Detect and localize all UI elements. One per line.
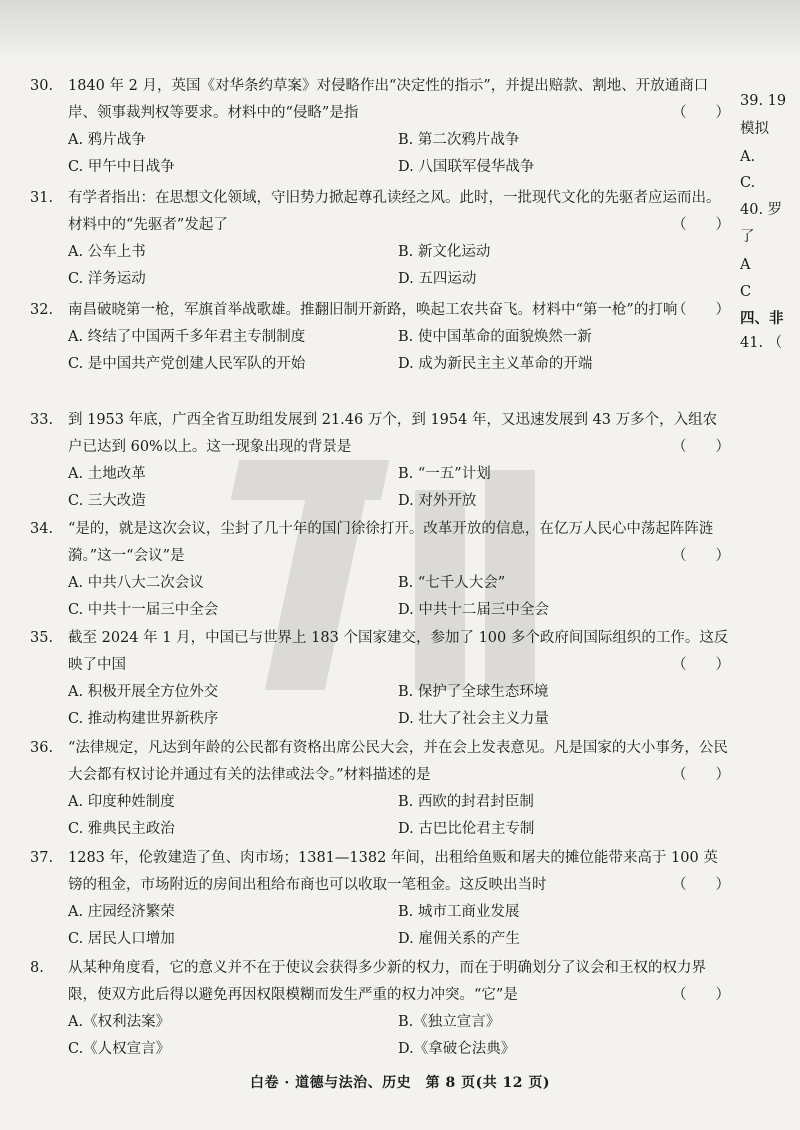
option-b: B. “七千人大会” bbox=[398, 575, 506, 591]
option-b: B.《独立宣言》 bbox=[398, 1014, 501, 1030]
scan-top-shadow bbox=[0, 0, 800, 60]
option-a: A. 公车上书 bbox=[68, 244, 146, 260]
answer-parens: （ ） bbox=[672, 217, 730, 233]
question-30 bbox=[30, 73, 730, 181]
question-number: 35. bbox=[30, 630, 54, 646]
option-d: D. 壮大了社会主义力量 bbox=[398, 711, 549, 727]
option-b: B. 西欧的封君封臣制 bbox=[398, 794, 534, 810]
option-d: D. 对外开放 bbox=[398, 493, 477, 509]
answer-parens: （ ） bbox=[672, 302, 730, 318]
question-number: 30. bbox=[30, 78, 54, 94]
page-footer: 白卷 · 道德与法治、历史 第 8 页(共 12 页) bbox=[249, 1075, 551, 1091]
option-d: D. 五四运动 bbox=[398, 271, 477, 287]
side-fragment: 四、非 bbox=[740, 310, 784, 327]
answer-parens: （ ） bbox=[672, 877, 730, 893]
option-d: D. 古巴比伦君主专制 bbox=[398, 821, 535, 837]
option-b: B. 使中国革命的面貌焕然一新 bbox=[398, 329, 592, 345]
question-stem: 有学者指出：在思想文化领域，守旧势力掀起尊孔读经之风。此时，一批现代文化的先驱者应运而出。材料中的“先驱者”发起了 bbox=[68, 190, 721, 233]
question-34 bbox=[30, 516, 730, 624]
option-b: B. 城市工商业发展 bbox=[398, 904, 520, 920]
question-stem: “法律规定，凡达到年龄的公民都有资格出席公民大会，并在会上发表意见。凡是国家的大小事务，公民大会都有权讨论并通过有关的法律或法令。”材料描述的是 bbox=[68, 740, 728, 783]
option-c: C. 居民人口增加 bbox=[68, 931, 175, 947]
answer-parens: （ ） bbox=[672, 105, 730, 121]
question-stem: “是的，就是这次会议，尘封了几十年的国门徐徐打开。改革开放的信息，在亿万人民心中荡起阵阵涟漪。”这一“会议”是 bbox=[68, 521, 714, 564]
option-c: C. 甲午中日战争 bbox=[68, 159, 175, 175]
side-fragment: C. bbox=[740, 175, 756, 191]
question-35 bbox=[30, 625, 730, 733]
answer-parens: （ ） bbox=[672, 767, 730, 783]
option-b: B. 第二次鸦片战争 bbox=[398, 132, 520, 148]
option-d: D.《拿破仑法典》 bbox=[398, 1041, 516, 1057]
question-32 bbox=[30, 297, 730, 378]
answer-parens: （ ） bbox=[672, 657, 730, 673]
answer-parens: （ ） bbox=[672, 439, 730, 455]
option-a: A. 终结了中国两千多年君主专制制度 bbox=[68, 329, 306, 345]
option-b: B. 保护了全球生态环境 bbox=[398, 684, 549, 700]
option-d: D. 八国联军侵华战争 bbox=[398, 159, 535, 175]
question-stem: 1840 年 2 月，英国《对华条约草案》对侵略作出“决定性的指示”，并提出赔款、割地、开放通商口岸、领事裁判权等要求。材料中的“侵略”是指 bbox=[68, 78, 709, 121]
option-c: C. 中共十一届三中全会 bbox=[68, 602, 219, 618]
option-b: B. “一五”计划 bbox=[398, 466, 491, 482]
side-fragment: C bbox=[740, 284, 752, 300]
side-fragment: 模拟 bbox=[740, 121, 769, 137]
question-number: 32. bbox=[30, 302, 54, 318]
option-a: A. 鸦片战争 bbox=[68, 132, 146, 148]
question-36 bbox=[30, 735, 730, 843]
option-c: C. 是中国共产党创建人民军队的开始 bbox=[68, 356, 306, 372]
question-number: 36. bbox=[30, 740, 54, 756]
question-number: 31. bbox=[30, 190, 54, 206]
option-d: D. 中共十二届三中全会 bbox=[398, 602, 549, 618]
option-b: B. 新文化运动 bbox=[398, 244, 491, 260]
question-number: 33. bbox=[30, 412, 54, 428]
option-a: A. 庄园经济繁荣 bbox=[68, 904, 175, 920]
side-fragment: 41. （ bbox=[740, 335, 783, 351]
question-stem: 截至 2024 年 1 月，中国已与世界上 183 个国家建交，参加了 100 多个政府间国际组织的工作。这反映了中国 bbox=[68, 630, 729, 673]
option-a: A.《权利法案》 bbox=[68, 1014, 171, 1030]
answer-parens: （ ） bbox=[672, 548, 730, 564]
question-number: 8. bbox=[30, 960, 44, 976]
answer-parens: （ ） bbox=[672, 987, 730, 1003]
option-c: C. 推动构建世界新秩序 bbox=[68, 711, 219, 727]
side-fragment: A. bbox=[740, 149, 756, 165]
question-stem: 南昌破晓第一枪，军旗首举战歌雄。推翻旧制开新路，唤起工农共奋飞。材料中“第一枪”的打响 bbox=[68, 302, 678, 318]
side-fragment: 39. 19 bbox=[740, 93, 787, 109]
option-a: A. 中共八大二次会议 bbox=[68, 575, 204, 591]
side-fragment: 了 bbox=[740, 229, 755, 245]
question-stem: 1283 年，伦敦建造了鱼、肉市场；1381—1382 年间，出租给鱼贩和屠夫的摊位能带来高于 100 英镑的租金，市场附近的房间出租给布商也可以收取一笔租金。这反映出当时 bbox=[68, 850, 718, 893]
option-c: C. 三大改造 bbox=[68, 493, 146, 509]
question-number: 37. bbox=[30, 850, 54, 866]
option-c: C. 雅典民主政治 bbox=[68, 821, 175, 837]
option-a: A. 土地改革 bbox=[68, 466, 146, 482]
side-fragment: A bbox=[740, 257, 751, 273]
question-33 bbox=[30, 407, 730, 515]
question-38 bbox=[30, 955, 730, 1063]
question-stem: 从某种角度看，它的意义并不在于使议会获得多少新的权力，而在于明确划分了议会和王权的权力界限，使双方此后得以避免再因权限模糊而发生严重的权力冲突。“它”是 bbox=[68, 960, 706, 1003]
question-stem: 到 1953 年底，广西全省互助组发展到 21.46 万个，到 1954 年，又迅速发展到 43 万多个，入组农户已达到 60%以上。这一现象出现的背景是 bbox=[68, 412, 718, 455]
option-a: A. 积极开展全方位外交 bbox=[68, 684, 219, 700]
option-d: D. 成为新民主主义革命的开端 bbox=[398, 356, 593, 372]
option-a: A. 印度种姓制度 bbox=[68, 794, 175, 810]
option-c: C.《人权宣言》 bbox=[68, 1041, 171, 1057]
option-d: D. 雇佣关系的产生 bbox=[398, 931, 520, 947]
question-37 bbox=[30, 845, 730, 953]
side-fragment: 40. 罗 bbox=[740, 202, 783, 218]
question-number: 34. bbox=[30, 521, 54, 537]
option-c: C. 洋务运动 bbox=[68, 271, 146, 287]
question-31 bbox=[30, 185, 730, 293]
